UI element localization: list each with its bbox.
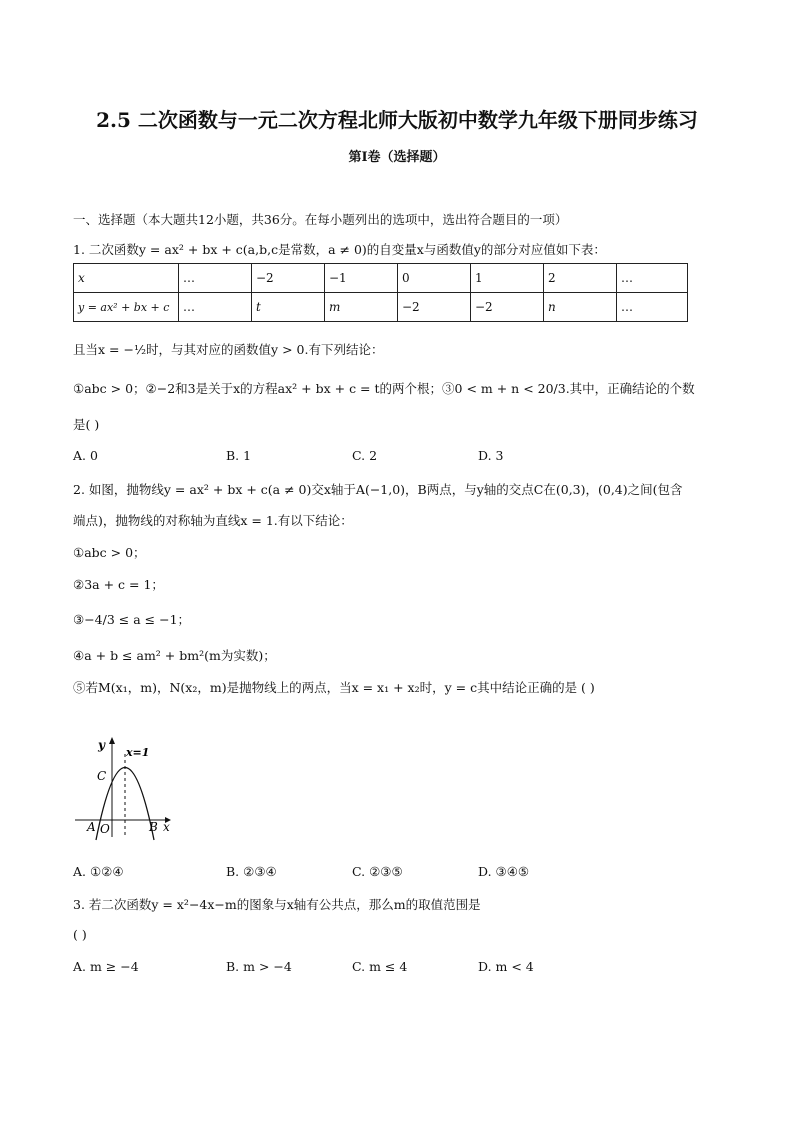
page-title: 2.5 二次函数与一元二次方程北师大版初中数学九年级下册同步练习 bbox=[96, 108, 698, 132]
point-c-label: C bbox=[97, 769, 107, 783]
q3-option-b[interactable]: B. m > −4 bbox=[226, 959, 292, 974]
table-cell: m bbox=[325, 293, 398, 322]
q1-stem: 1. 二次函数y = ax² + bx + c(a,b,c是常数，a ≠ 0)的自变量x与函数值y的部分对应值如下表： bbox=[73, 242, 606, 257]
q1-conclusions: ①abc > 0；②−2和3是关于x的方程ax² + bx + c = t的两个根；③0 < m + n < 20/3.其中，正确结论的个数 bbox=[73, 381, 695, 396]
table-cell: 0 bbox=[398, 264, 471, 293]
table-row bbox=[74, 264, 688, 293]
table-cell: t bbox=[252, 293, 325, 322]
table-cell: y = ax² + bx + c bbox=[74, 293, 179, 322]
table-cell: −2 bbox=[471, 293, 544, 322]
q1-condition: 且当x = −½时，与其对应的函数值y > 0.有下列结论： bbox=[73, 342, 384, 357]
q1-value-table bbox=[73, 263, 688, 322]
table-row bbox=[74, 293, 688, 322]
q3-stem-tail: ( ) bbox=[73, 927, 87, 942]
table-cell: n bbox=[544, 293, 617, 322]
table-cell: … bbox=[179, 264, 252, 293]
q2-conclusion-1: ①abc > 0； bbox=[73, 545, 146, 560]
q1-option-a[interactable]: A. 0 bbox=[73, 448, 98, 463]
q3-option-a[interactable]: A. m ≥ −4 bbox=[73, 959, 139, 974]
q1-option-d[interactable]: D. 3 bbox=[478, 448, 504, 463]
table-cell: −1 bbox=[325, 264, 398, 293]
q3-stem: 3. 若二次函数y = x²−4x−m的图象与x轴有公共点，那么m的取值范围是 bbox=[73, 897, 481, 912]
table-cell: x bbox=[74, 264, 179, 293]
q3-option-c[interactable]: C. m ≤ 4 bbox=[352, 959, 408, 974]
q1-option-b[interactable]: B. 1 bbox=[226, 448, 252, 463]
table-cell: 2 bbox=[544, 264, 617, 293]
q2-stem: 2. 如图，抛物线y = ax² + bx + c(a ≠ 0)交x轴于A(−1,0)，B两点，与y轴的交点C在(0,3)，(0,4)之间(包含 bbox=[73, 482, 683, 497]
q2-option-b[interactable]: B. ②③④ bbox=[226, 864, 277, 879]
q2-conclusion-2: ②3a + c = 1； bbox=[73, 577, 164, 592]
q2-conclusion-3: ③−4/3 ≤ a ≤ −1； bbox=[73, 612, 191, 627]
q1-conclusions-tail: 是( ) bbox=[73, 417, 100, 432]
q2-option-d[interactable]: D. ③④⑤ bbox=[478, 864, 530, 879]
table-cell: … bbox=[617, 293, 688, 322]
point-b-label: B bbox=[149, 820, 158, 834]
point-a-label: A bbox=[87, 820, 96, 834]
table-cell: … bbox=[617, 264, 688, 293]
volume-subtitle: 第I卷（选择题） bbox=[348, 150, 446, 165]
q2-conclusion-4: ④a + b ≤ am² + bm²(m为实数)； bbox=[73, 648, 276, 663]
origin-label: O bbox=[100, 822, 110, 836]
q1-option-c[interactable]: C. 2 bbox=[352, 448, 378, 463]
table-cell: −2 bbox=[252, 264, 325, 293]
symmetry-label: x=1 bbox=[126, 746, 150, 759]
table-cell: 1 bbox=[471, 264, 544, 293]
table-cell: … bbox=[179, 293, 252, 322]
y-label: y bbox=[98, 738, 105, 752]
q2-stem-tail: 端点)，抛物线的对称轴为直线x = 1.有以下结论： bbox=[73, 513, 353, 528]
table-cell: −2 bbox=[398, 293, 471, 322]
q2-option-a[interactable]: A. ①②④ bbox=[73, 864, 124, 879]
q3-option-d[interactable]: D. m < 4 bbox=[478, 959, 534, 974]
x-label: x bbox=[163, 820, 170, 834]
q2-option-c[interactable]: C. ②③⑤ bbox=[352, 864, 403, 879]
section-header: 一、选择题（本大题共12小题，共36分。在每小题列出的选项中，选出符合题目的一项） bbox=[73, 212, 568, 227]
q2-conclusion-5: ⑤若M(x₁，m)，N(x₂，m)是抛物线上的两点，当x = x₁ + x₂时，y = c其中结论正确的是 ( ) bbox=[73, 680, 595, 695]
parabola-figure bbox=[73, 732, 183, 842]
y-axis-arrow bbox=[109, 737, 115, 744]
